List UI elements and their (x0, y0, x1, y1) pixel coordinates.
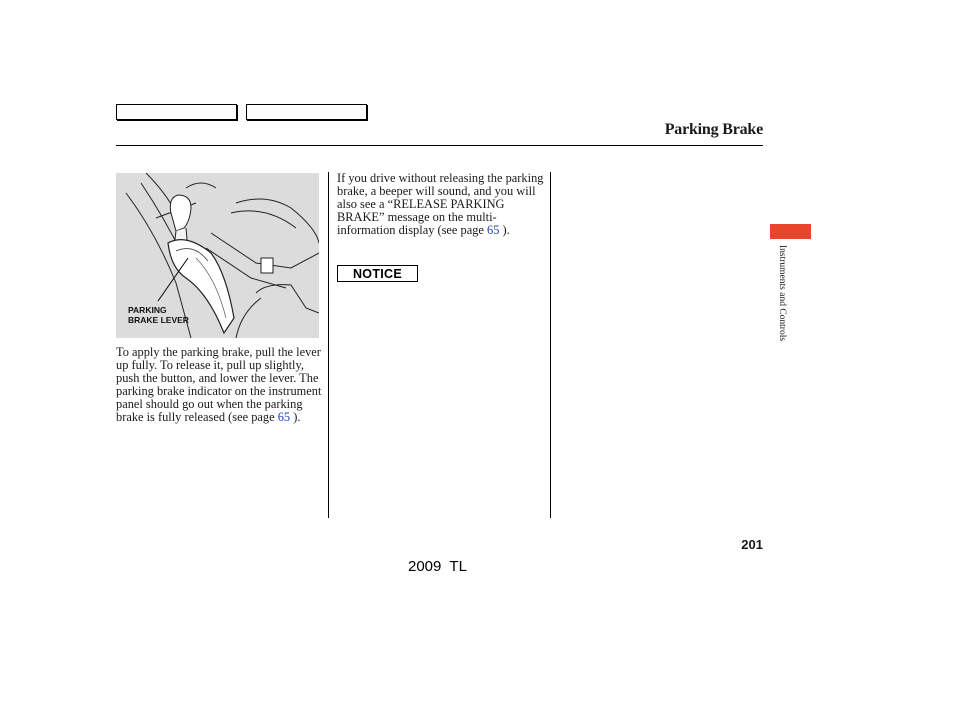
warning-text-end: ). (499, 223, 510, 238)
page-number: 201 (741, 537, 763, 552)
page-title: Parking Brake (664, 121, 763, 138)
callout-line-1: PARKING (128, 305, 167, 315)
beeper-warning-text (337, 172, 547, 237)
callout-line-2: BRAKE LEVER (128, 315, 189, 325)
notice-badge (337, 265, 418, 282)
column-divider-2 (550, 172, 551, 518)
apply-release-instructions (116, 346, 326, 425)
page-link-65[interactable]: 65 (277, 410, 291, 425)
title-divider (116, 145, 763, 146)
nav-button-previous[interactable] (116, 104, 237, 120)
instructions-text: To apply the parking brake, pull the lever up fully. To release it, pull up slightly, push the button, and lower the lever. The parking brake indicator on the instrument panel should go out when the parking brake is fully released (see page (116, 345, 322, 425)
column-divider-1 (328, 172, 329, 518)
page-link-65-warning[interactable]: 65 (487, 223, 500, 238)
chapter-label (776, 245, 788, 375)
nav-button-next[interactable] (246, 104, 367, 120)
warning-text: If you drive without releasing the parking brake, a beeper will sound, and you will also see a “RELEASE PARKING BRAKE” message on the multi-information display (see page (337, 171, 544, 238)
figure-callout-label (128, 305, 189, 325)
chapter-label-text: Instruments and Controls (777, 245, 787, 342)
instructions-text-end: ). (290, 410, 301, 425)
chapter-tab[interactable] (770, 224, 811, 239)
notice-label: NOTICE (352, 266, 403, 281)
parking-brake-illustration (116, 173, 319, 338)
footer-model: 2009 TL (408, 558, 467, 575)
